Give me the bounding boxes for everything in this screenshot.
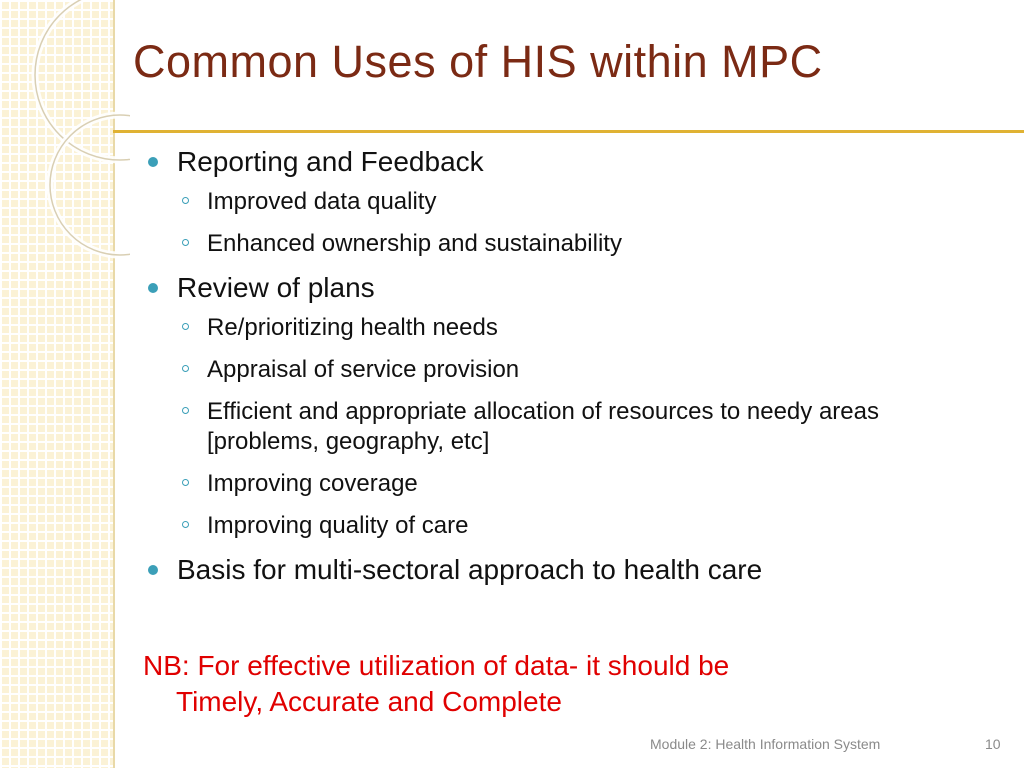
bullet-reporting [140,145,1000,179]
bullet-review-of-plans [140,271,1000,305]
bullet-text: Reporting and Feedback [177,146,484,177]
sub-bullet-ring-icon [182,197,189,204]
sub-bullet-text: Improving coverage [207,470,418,497]
sub-bullet-ring-icon [182,479,189,486]
slide-title: Common Uses of HIS within MPC [133,36,823,87]
sub-bullet [140,187,1000,217]
footer-module-label: Module 2: Health Information System [650,736,881,752]
title-divider [113,130,1024,133]
bullet-text: Basis for multi-sectoral approach to health care [177,554,763,585]
sub-bullet-text: Efficient and appropriate allocation of resources to needy areas [problems, geography, etc] [207,398,879,455]
sub-bullet [140,313,1000,343]
sub-bullet-ring-icon [182,521,189,528]
nb-note-line2: Timely, Accurate and Complete [176,686,562,717]
sub-bullet-ring-icon [182,407,189,414]
sub-bullet-ring-icon [182,239,189,246]
sub-bullet-ring-icon [182,365,189,372]
sub-bullet [140,511,1000,541]
sub-bullet-text: Re/prioritizing health needs [207,314,498,341]
sub-bullet [140,469,1000,499]
sub-bullet-text: Improving quality of care [207,512,469,539]
sub-bullet [140,397,927,457]
nb-note [143,648,943,720]
sub-bullet-text: Enhanced ownership and sustainability [207,230,622,257]
sub-bullet-text: Improved data quality [207,188,437,215]
sub-bullet-text: Appraisal of service provision [207,356,520,383]
sub-bullet-ring-icon [182,323,189,330]
sub-bullet [140,229,1000,259]
bullet-multi-sectoral [140,553,1000,587]
bullet-list [140,145,1000,595]
bullet-dot-icon [148,157,158,167]
sub-bullet [140,355,1000,385]
bullet-dot-icon [148,565,158,575]
bullet-text: Review of plans [177,272,375,303]
page-number: 10 [985,736,1001,752]
bullet-dot-icon [148,283,158,293]
decorative-circles [0,0,130,260]
nb-note-line1: NB: For effective utilization of data- it should be [143,650,730,681]
